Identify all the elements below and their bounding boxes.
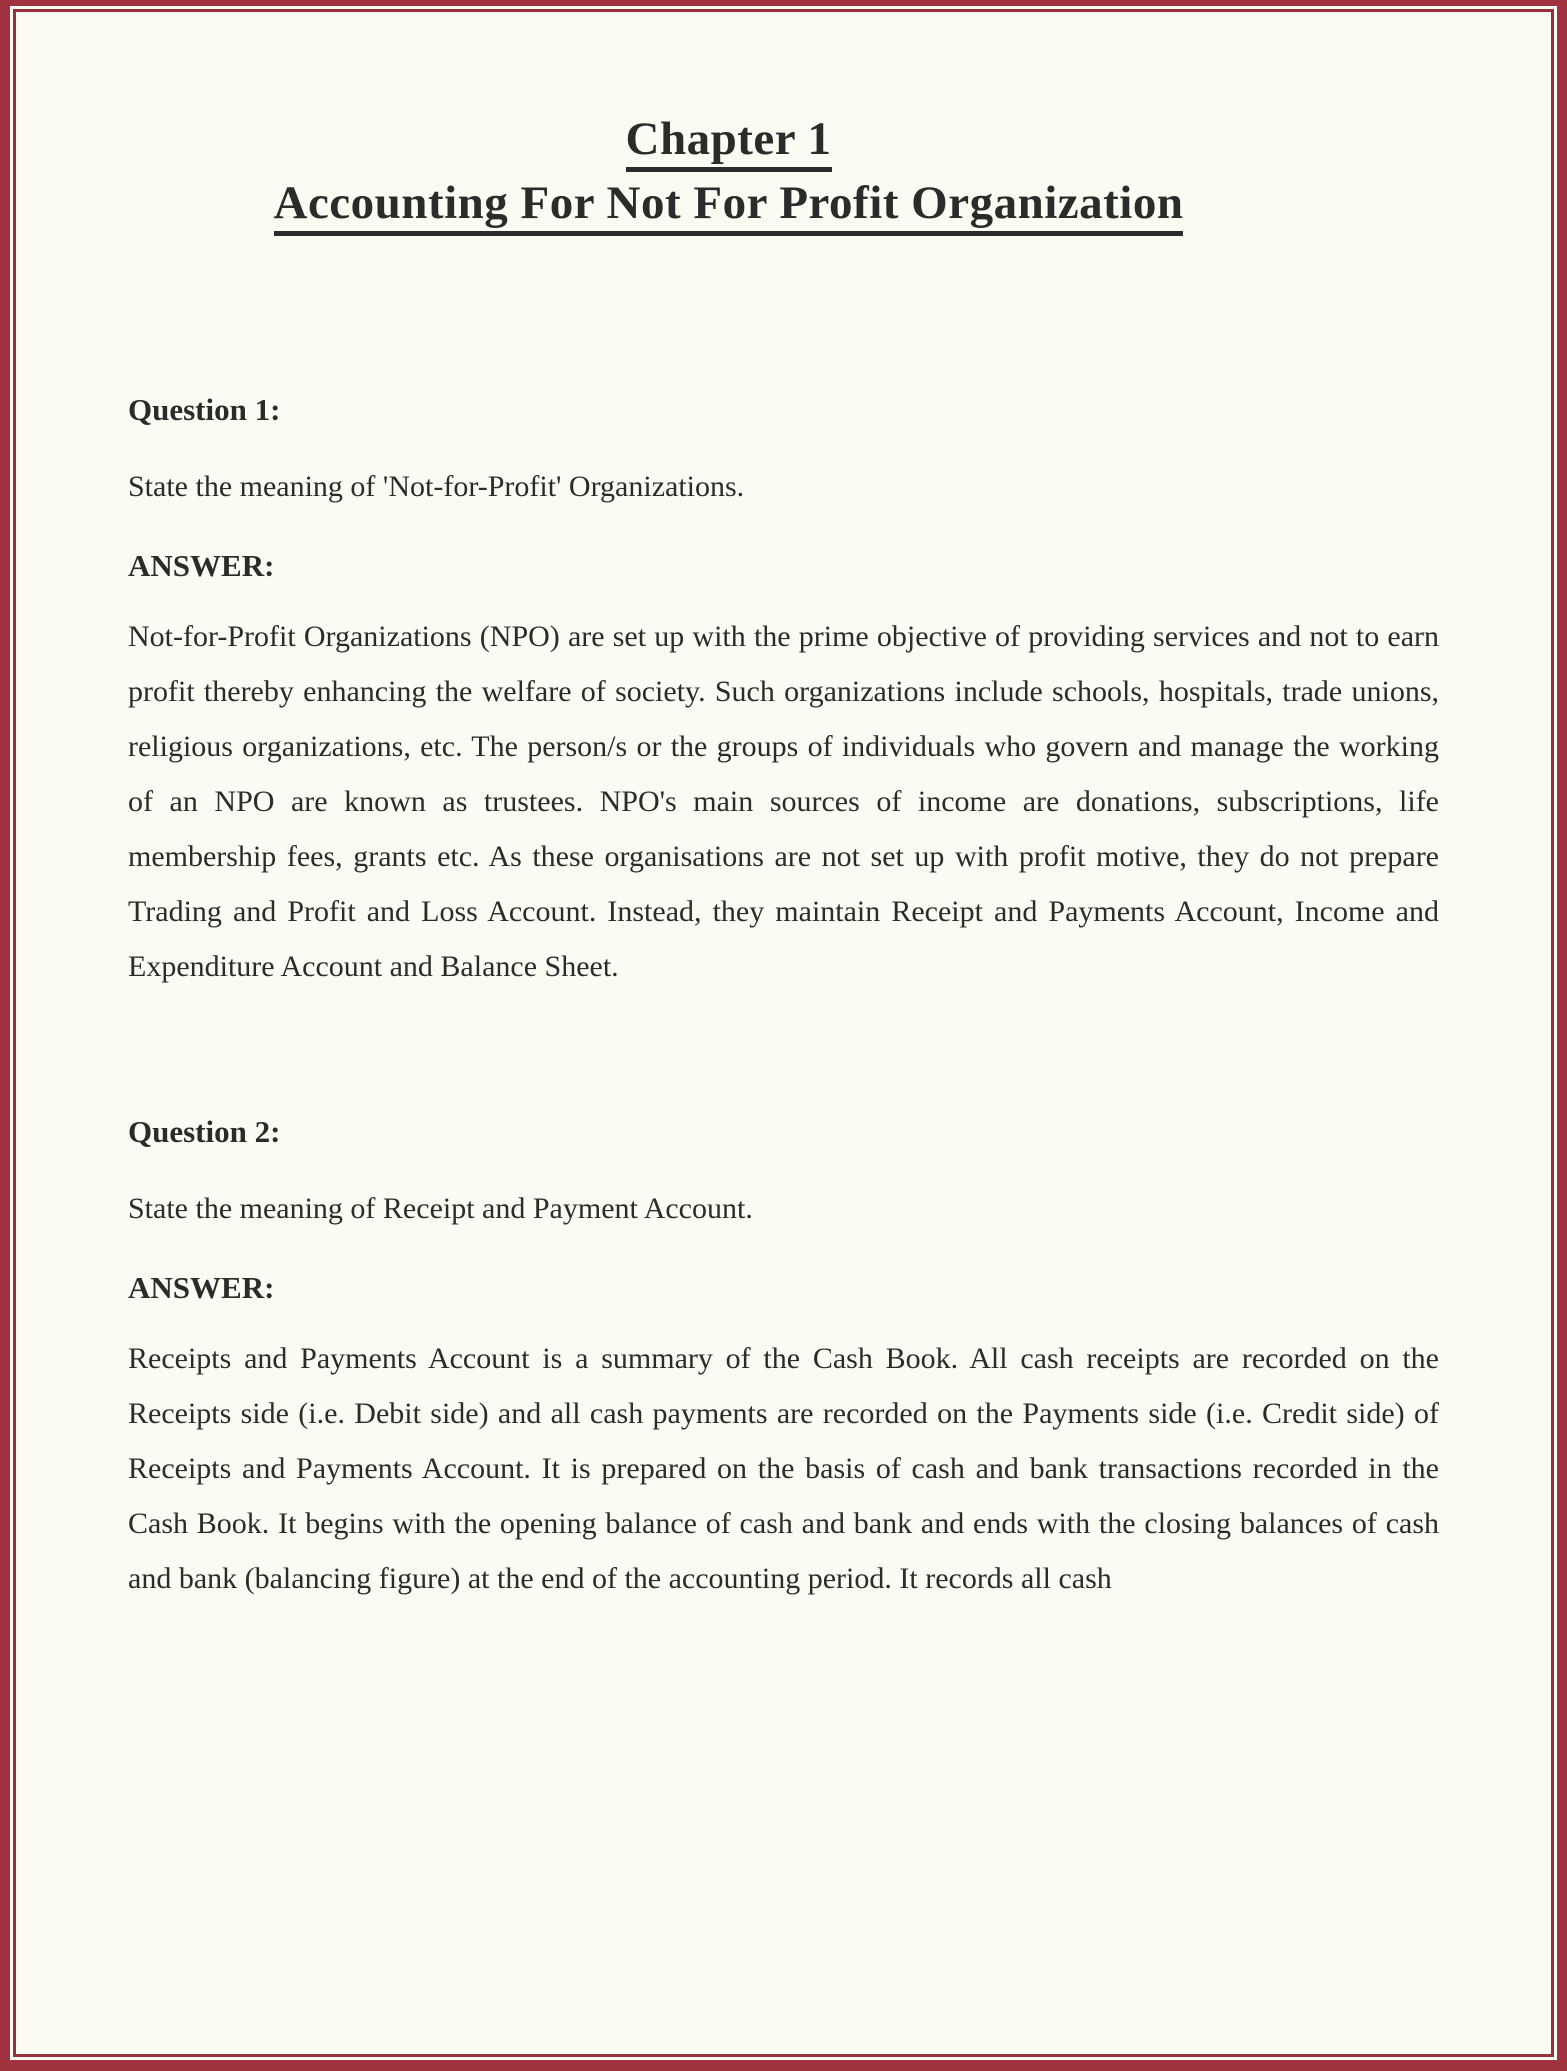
question-2-answer-text: Receipts and Payments Account is a summary of the Cash Book. All cash receipts are recorded on the Receipts side (i.e. Debit side) and all cash payments are recorded on the Payments side (i.e. Credit side) of Receipts and Payments Account. It is prepared on the basis of cash and bank transactions recorded in the Cash Book. It begins with the opening balance of cash and bank and ends with the closing balances of cash and bank (balancing figure) at the end of the accounting period. It records all cash [128,1342,1439,1595]
chapter-title-line2: Accounting For Not For Profit Organization [128,172,1329,236]
chapter-title [128,108,1439,236]
chapter-title-line1: Chapter 1 [128,108,1329,172]
question-2-section [128,1110,1439,1606]
question-1-answer-label: ANSWER: [128,548,275,583]
question-2-text: State the meaning of Receipt and Payment Account. [128,1192,753,1225]
question-1-answer-text: Not-for-Profit Organizations (NPO) are set up with the prime objective of providing services and not to earn profit thereby enhancing the welfare of society. Such organizations include schools, hospitals, trade unions, religious organizations, etc. The person/s or the groups of individuals who govern and manage the working of an NPO are known as trustees. NPO's main sources of income are donations, subscriptions, life membership fees, grants etc. As these organisations are not set up with profit motive, they do not prepare Trading and Profit and Loss Account. Instead, they maintain Receipt and Payments Account, Income and Expenditure Account and Balance Sheet. [128,620,1439,983]
question-2-heading: Question 2: [128,1114,281,1149]
document-page [13,9,1554,2057]
question-1-heading: Question 1: [128,392,281,427]
question-2-answer-label: ANSWER: [128,1270,275,1305]
question-1-text: State the meaning of 'Not-for-Profit' Organizations. [128,470,745,503]
page-mat [10,6,1557,2060]
question-1-section [128,388,1439,994]
